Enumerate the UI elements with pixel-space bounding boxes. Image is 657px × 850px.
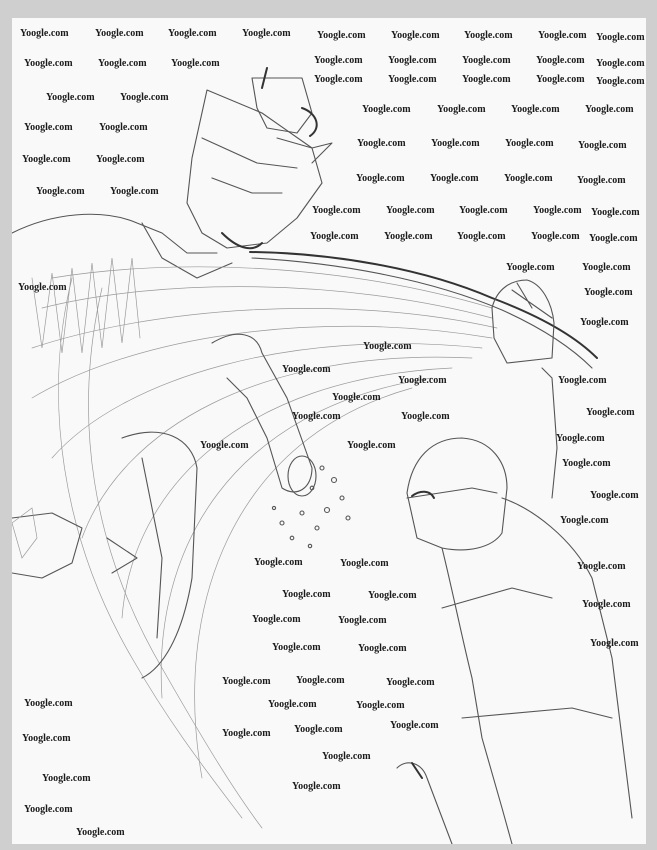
watermark-text: Yoogle.com	[357, 138, 406, 149]
watermark-text: Yoogle.com	[457, 231, 506, 242]
watermark-text: Yoogle.com	[24, 122, 73, 133]
watermark-text: Yoogle.com	[464, 30, 513, 41]
watermark-text: Yoogle.com	[590, 490, 639, 501]
watermark-text: Yoogle.com	[390, 720, 439, 731]
watermark-text: Yoogle.com	[18, 282, 67, 293]
watermark-text: Yoogle.com	[99, 122, 148, 133]
watermark-text: Yoogle.com	[511, 104, 560, 115]
watermark-text: Yoogle.com	[76, 827, 125, 838]
watermark-text: Yoogle.com	[110, 186, 159, 197]
watermark-text: Yoogle.com	[24, 804, 73, 815]
watermark-text: Yoogle.com	[536, 55, 585, 66]
watermark-text: Yoogle.com	[368, 590, 417, 601]
watermark-text: Yoogle.com	[340, 558, 389, 569]
watermark-text: Yoogle.com	[384, 231, 433, 242]
watermark-text: Yoogle.com	[20, 28, 69, 39]
watermark-text: Yoogle.com	[590, 638, 639, 649]
watermark-text: Yoogle.com	[362, 104, 411, 115]
watermark-text: Yoogle.com	[347, 440, 396, 451]
watermark-text: Yoogle.com	[294, 724, 343, 735]
falling-leg	[122, 334, 316, 678]
watermark-text: Yoogle.com	[538, 30, 587, 41]
watermark-text: Yoogle.com	[296, 675, 345, 686]
watermark-text: Yoogle.com	[505, 138, 554, 149]
watermark-text: Yoogle.com	[24, 698, 73, 709]
watermark-text: Yoogle.com	[585, 104, 634, 115]
watermark-text: Yoogle.com	[120, 92, 169, 103]
watermark-text: Yoogle.com	[268, 699, 317, 710]
watermark-text: Yoogle.com	[582, 599, 631, 610]
watermark-text: Yoogle.com	[95, 28, 144, 39]
sketch-page	[12, 18, 646, 844]
watermark-text: Yoogle.com	[292, 781, 341, 792]
watermark-text: Yoogle.com	[282, 364, 331, 375]
watermark-text: Yoogle.com	[168, 28, 217, 39]
watermark-text: Yoogle.com	[536, 74, 585, 85]
spatter-dots	[272, 466, 350, 548]
watermark-text: Yoogle.com	[252, 614, 301, 625]
motion-zigzag	[32, 258, 140, 353]
watermark-text: Yoogle.com	[282, 589, 331, 600]
watermark-text: Yoogle.com	[577, 175, 626, 186]
watermark-text: Yoogle.com	[314, 55, 363, 66]
watermark-text: Yoogle.com	[338, 615, 387, 626]
watermark-text: Yoogle.com	[506, 262, 555, 273]
watermark-text: Yoogle.com	[577, 561, 626, 572]
watermark-text: Yoogle.com	[254, 557, 303, 568]
watermark-text: Yoogle.com	[562, 458, 611, 469]
watermark-text: Yoogle.com	[560, 515, 609, 526]
watermark-text: Yoogle.com	[317, 30, 366, 41]
watermark-text: Yoogle.com	[596, 76, 645, 87]
watermark-text: Yoogle.com	[22, 154, 71, 165]
watermark-text: Yoogle.com	[578, 140, 627, 151]
watermark-text: Yoogle.com	[584, 287, 633, 298]
watermark-text: Yoogle.com	[504, 173, 553, 184]
watermark-text: Yoogle.com	[292, 411, 341, 422]
watermark-text: Yoogle.com	[558, 375, 607, 386]
watermark-text: Yoogle.com	[431, 138, 480, 149]
watermark-text: Yoogle.com	[322, 751, 371, 762]
watermark-text: Yoogle.com	[222, 728, 271, 739]
sword-sweep	[32, 252, 597, 828]
watermark-text: Yoogle.com	[401, 411, 450, 422]
watermark-text: Yoogle.com	[242, 28, 291, 39]
watermark-text: Yoogle.com	[96, 154, 145, 165]
watermark-text: Yoogle.com	[462, 55, 511, 66]
sword-hand	[492, 280, 557, 498]
watermark-text: Yoogle.com	[391, 30, 440, 41]
watermark-text: Yoogle.com	[596, 32, 645, 43]
watermark-text: Yoogle.com	[596, 58, 645, 69]
watermark-text: Yoogle.com	[589, 233, 638, 244]
watermark-text: Yoogle.com	[356, 173, 405, 184]
watermark-text: Yoogle.com	[582, 262, 631, 273]
watermark-text: Yoogle.com	[398, 375, 447, 386]
watermark-text: Yoogle.com	[358, 643, 407, 654]
watermark-text: Yoogle.com	[314, 74, 363, 85]
watermark-text: Yoogle.com	[459, 205, 508, 216]
watermark-text: Yoogle.com	[388, 74, 437, 85]
watermark-text: Yoogle.com	[591, 207, 640, 218]
watermark-text: Yoogle.com	[586, 407, 635, 418]
watermark-text: Yoogle.com	[200, 440, 249, 451]
watermark-text: Yoogle.com	[580, 317, 629, 328]
watermark-text: Yoogle.com	[42, 773, 91, 784]
watermark-text: Yoogle.com	[171, 58, 220, 69]
watermark-text: Yoogle.com	[222, 676, 271, 687]
watermark-text: Yoogle.com	[363, 341, 412, 352]
watermark-text: Yoogle.com	[437, 104, 486, 115]
watermark-text: Yoogle.com	[356, 700, 405, 711]
watermark-text: Yoogle.com	[533, 205, 582, 216]
watermark-text: Yoogle.com	[46, 92, 95, 103]
watermark-text: Yoogle.com	[98, 58, 147, 69]
watermark-text: Yoogle.com	[386, 205, 435, 216]
watermark-text: Yoogle.com	[272, 642, 321, 653]
watermark-text: Yoogle.com	[388, 55, 437, 66]
watermark-text: Yoogle.com	[462, 74, 511, 85]
watermark-text: Yoogle.com	[556, 433, 605, 444]
watermark-text: Yoogle.com	[312, 205, 361, 216]
watermark-text: Yoogle.com	[36, 186, 85, 197]
watermark-text: Yoogle.com	[386, 677, 435, 688]
watermark-text: Yoogle.com	[531, 231, 580, 242]
watermark-text: Yoogle.com	[430, 173, 479, 184]
watermark-text: Yoogle.com	[22, 733, 71, 744]
watermark-text: Yoogle.com	[24, 58, 73, 69]
watermark-text: Yoogle.com	[310, 231, 359, 242]
watermark-text: Yoogle.com	[332, 392, 381, 403]
